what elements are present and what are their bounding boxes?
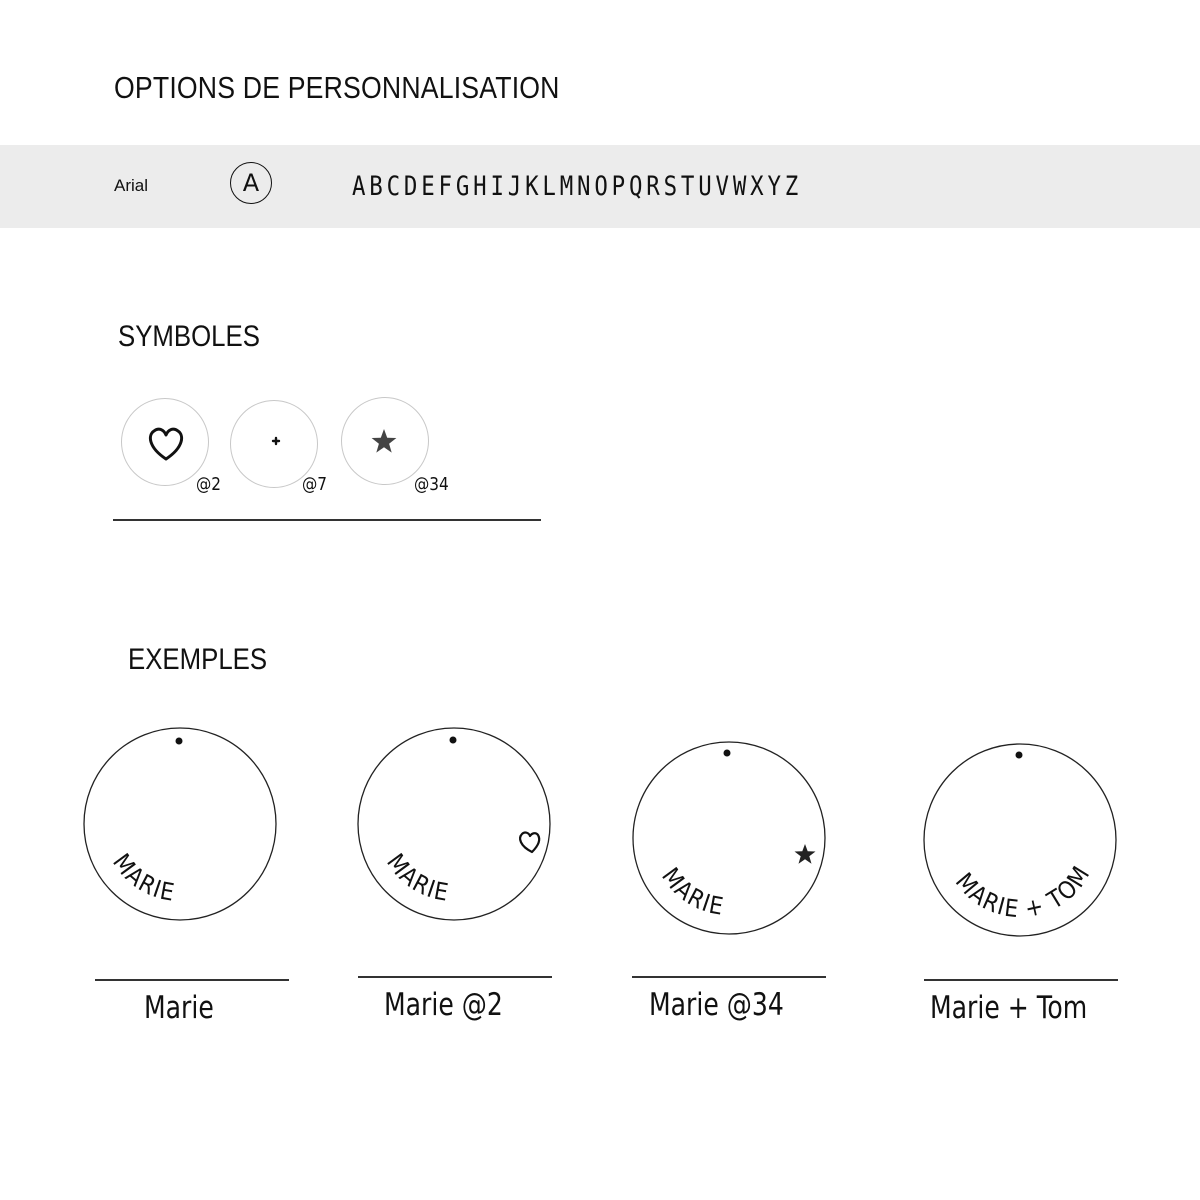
example-caption: Marie bbox=[144, 990, 214, 1026]
font-name: Arial bbox=[114, 176, 149, 195]
example-pendant-marie-star bbox=[627, 736, 831, 940]
engraving-text: MARIE + TOM bbox=[949, 860, 1096, 924]
examples-title: EXEMPLES bbox=[128, 643, 268, 676]
example-divider bbox=[95, 979, 289, 981]
example-caption: Marie @34 bbox=[649, 987, 784, 1023]
symbol-code: @2 bbox=[196, 474, 222, 495]
pendant-hole bbox=[176, 738, 183, 745]
star-icon bbox=[795, 844, 816, 864]
pendant-hole bbox=[724, 750, 731, 757]
example-pendant-marie-heart bbox=[352, 722, 556, 926]
font-alphabet: ABCDEFGHIJKLMNOPQRSTUVWXYZ bbox=[352, 171, 803, 202]
example-pendant-marie-tom bbox=[918, 738, 1122, 942]
star-icon bbox=[342, 398, 430, 486]
example-caption: Marie + Tom bbox=[930, 990, 1088, 1026]
engraving-text: MARIE bbox=[381, 848, 452, 908]
example-pendant-marie bbox=[78, 722, 282, 926]
example-caption: Marie @2 bbox=[384, 987, 503, 1023]
engraving-text: MARIE bbox=[656, 862, 727, 922]
example-divider bbox=[924, 979, 1118, 981]
engraving-text: MARIE bbox=[107, 848, 178, 908]
pendant-hole bbox=[1016, 752, 1023, 759]
symbol-code: @34 bbox=[414, 474, 449, 495]
symbol-code: @7 bbox=[302, 474, 328, 495]
symbol-heart[interactable] bbox=[121, 398, 209, 486]
pendant-hole bbox=[450, 737, 457, 744]
font-sample-badge[interactable]: A bbox=[230, 162, 272, 204]
symbol-star[interactable] bbox=[341, 397, 429, 485]
example-divider bbox=[632, 976, 826, 978]
heart-icon bbox=[520, 833, 539, 852]
example-divider bbox=[358, 976, 552, 978]
symbols-divider bbox=[113, 519, 541, 521]
symbols-title: SYMBOLES bbox=[118, 320, 260, 353]
page-title: OPTIONS DE PERSONNALISATION bbox=[114, 70, 560, 105]
